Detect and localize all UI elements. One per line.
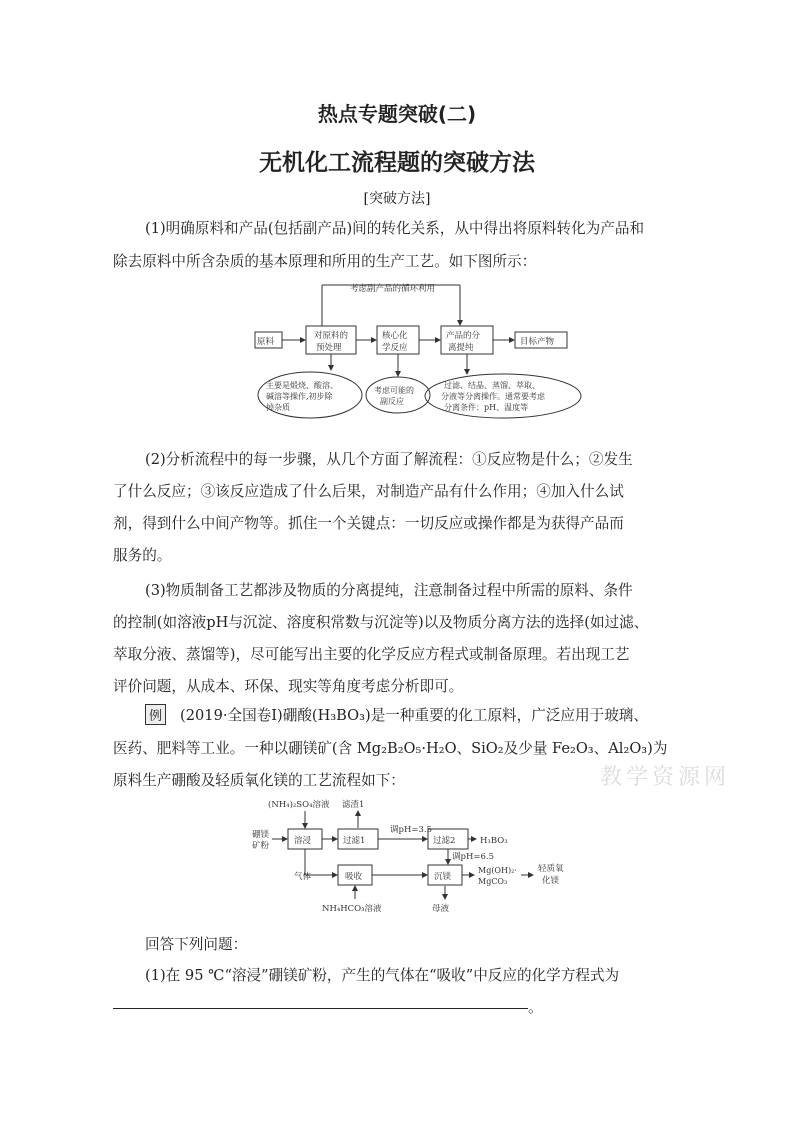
section-label: [突破方法] [363,191,431,207]
svg-text:溶浸: 溶浸 [294,836,312,846]
svg-text:学反应: 学反应 [382,343,408,353]
process-diagram-general [250,280,590,420]
paragraph-1-line-2: 除去原料中所含杂质的基本原理和所用的生产工艺。如下图所示： [113,253,537,270]
svg-text:副反应: 副反应 [380,397,404,406]
svg-text:气体: 气体 [294,872,312,882]
page-subtitle: 无机化工流程题的突破方法 [259,150,535,176]
svg-text:MgCO₃: MgCO₃ [478,877,508,886]
question-1: (1)在 95 ℃“溶浸”硼镁矿粉，产生的气体在“吸收”中反应的化学方程式为 [145,967,620,984]
paragraph-3-line-1: (3)物质制备工艺都涉及物质的分离提纯，注意制备过程中所需的原料、条件 [145,582,633,599]
question-intro: 回答下列问题： [145,936,248,953]
svg-text:轻质氧: 轻质氧 [538,864,564,874]
svg-text:H₃BO₃: H₃BO₃ [480,836,508,846]
example-line-1: 例 (2019·全国卷Ⅰ)硼酸(H₃BO₃)是一种重要的化工原料，广泛应用于玻璃、 [145,704,648,725]
svg-text:主要是煅烧、酸溶、: 主要是煅烧、酸溶、 [266,381,338,390]
svg-text:碱溶等操作,初步除: 碱溶等操作,初步除 [266,392,333,401]
svg-text:化镁: 化镁 [542,876,560,886]
svg-text:吸收: 吸收 [345,872,363,882]
svg-text:掉杂质: 掉杂质 [266,403,290,412]
process-diagram-boric-acid [250,795,610,920]
svg-text:过滤1: 过滤1 [343,836,366,846]
svg-text:(NH₄)₂SO₄溶液: (NH₄)₂SO₄溶液 [268,800,330,810]
svg-text:Mg(OH)₂·: Mg(OH)₂· [478,866,517,875]
svg-text:对原料的: 对原料的 [314,331,349,341]
example-badge: 例 [145,704,166,725]
svg-text:预处理: 预处理 [316,343,342,353]
paragraph-3-line-2: 的控制(如溶液pH与沉淀、溶度积常数与沉淀等)以及物质分离方法的选择(如过滤、 [113,614,649,631]
svg-text:NH₄HCO₃溶液: NH₄HCO₃溶液 [322,904,382,914]
svg-text:分液等分离操作。通常要考虑: 分液等分离操作。通常要考虑 [441,392,545,401]
svg-text:离提纯: 离提纯 [448,343,474,353]
paragraph-2-line-3: 剂，得到什么中间产物等。抓住一个关键点：一切反应或操作都是为获得产品而 [113,515,624,532]
paragraph-1-line-1: (1)明确原料和产品(包括副产品)间的转化关系，从中得出将原料转化为产品和 [145,220,645,237]
svg-text:分离条件：pH、温度等: 分离条件：pH、温度等 [444,403,529,412]
svg-text:核心化: 核心化 [382,331,408,341]
ellipse-side-reaction-note [366,377,430,413]
svg-text:沉镁: 沉镁 [434,872,452,882]
svg-text:目标产物: 目标产物 [520,337,555,347]
svg-text:产品的分: 产品的分 [446,331,481,341]
watermark: 教学资源网 [600,765,731,790]
page-title: 热点专题突破(二) [317,102,477,126]
svg-text:原料: 原料 [257,337,275,347]
svg-text:过滤、结晶、蒸馏、萃取、: 过滤、结晶、蒸馏、萃取、 [444,381,540,390]
paragraph-3-line-4: 评价问题，从成本、环保、现实等角度考虑分析即可。 [113,678,464,695]
answer-blank [113,1008,528,1009]
recycle-label: 考虑副产品的循环利用 [350,284,436,294]
svg-text:母液: 母液 [432,904,450,914]
paragraph-2-line-1: (2)分析流程中的每一步骤，从几个方面了解流程：①反应物是什么；②发生 [145,451,633,468]
svg-text:硼镁: 硼镁 [252,830,270,840]
svg-text:调pH=3.5: 调pH=3.5 [390,825,432,835]
svg-text:考虑可能的: 考虑可能的 [374,386,414,395]
paragraph-3-line-3: 萃取分液、蒸馏等)，尽可能写出主要的化学反应方程式或制备原理。若出现工艺 [113,646,630,663]
example-line-3: 原料生产硼酸及轻质氧化镁的工艺流程如下： [113,772,405,789]
example-line-2: 医药、肥料等工业。一种以硼镁矿(含 Mg₂B₂O₅·H₂O、SiO₂及少量 Fe₂O₃、Al₂O₃)为 [113,740,668,757]
svg-text:调pH=6.5: 调pH=6.5 [452,852,494,862]
svg-text:矿粉: 矿粉 [252,841,270,851]
paragraph-2-line-4: 服务的。 [113,547,172,564]
answer-end-punct: 。 [528,998,544,1016]
svg-text:滤渣1: 滤渣1 [342,800,365,810]
svg-text:过滤2: 过滤2 [433,836,456,846]
paragraph-2-line-2: 了什么反应；③该反应造成了什么后果，对制造产品有什么作用；④加入什么试 [113,483,624,500]
